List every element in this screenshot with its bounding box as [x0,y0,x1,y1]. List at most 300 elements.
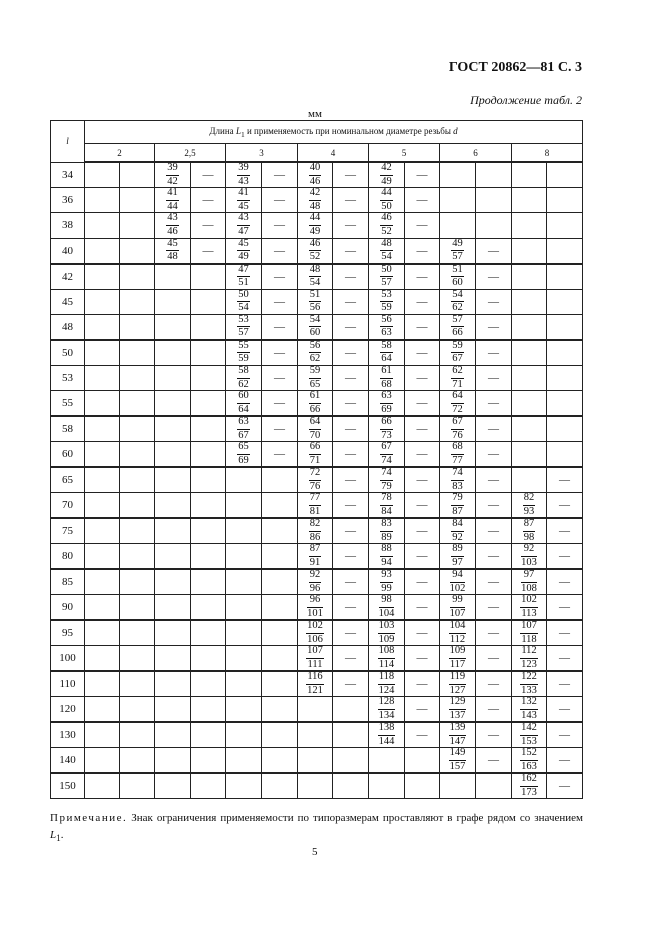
applicability-cell [120,340,155,366]
applicability-cell [120,518,155,544]
applicability-cell [191,493,226,519]
length-cell: 110 [51,671,85,697]
length-fraction: $\frac{59}{67}$ [452,339,463,365]
diameter-header: 2,5 [155,144,226,163]
length-fraction: $\frac{102}{106}$ [307,620,323,645]
length-value-cell [512,314,547,340]
length-value-cell [85,264,120,290]
length-value-cell [512,493,547,519]
length-value-cell [298,416,333,442]
applicability-cell: — [405,518,440,544]
length-value-cell [155,340,191,366]
length-fraction: $\frac{61}{66}$ [309,390,321,415]
table-row [51,188,583,213]
applicability-cell: — [405,391,440,417]
length-value-cell [512,544,547,570]
length-fraction: $\frac{42}{49}$ [381,162,392,187]
length-value-cell [226,264,262,290]
length-value-cell [440,518,476,544]
length-fraction: $\frac{138}{144}$ [378,722,395,747]
length-cell: 75 [51,518,85,544]
applicability-cell: — [333,671,369,697]
applicability-cell [120,264,155,290]
applicability-cell: — [476,442,512,468]
length-fraction: $\frac{83}{89}$ [381,518,392,543]
length-value-cell [85,748,120,774]
length-fraction: $\frac{41}{45}$ [238,187,249,212]
table-row [51,213,583,238]
length-fraction: $\frac{107}{118}$ [521,620,537,645]
length-value-cell [298,748,333,774]
length-fraction: $\frac{107}{111}$ [307,645,323,670]
length-fraction: $\frac{67}{76}$ [452,416,463,441]
applicability-cell [547,442,583,468]
length-value-cell [369,264,405,290]
length-fraction: $\frac{47}{51}$ [238,263,249,289]
length-value-cell [369,188,405,213]
diameter-header: 5 [369,144,440,163]
length-fraction: $\frac{58}{64}$ [381,339,392,365]
length-value-cell [85,213,120,238]
length-value-cell [226,213,262,238]
length-fraction: $\frac{48}{54}$ [381,237,392,263]
length-value-cell [155,188,191,213]
applicability-cell [191,595,226,621]
applicability-cell [547,213,583,238]
applicability-cell: — [547,671,583,697]
applicability-cell [191,773,226,799]
length-cell: 130 [51,722,85,748]
length-value-cell [512,748,547,774]
length-fraction: $\frac{40}{46}$ [309,162,321,187]
length-cell: 38 [51,213,85,238]
applicability-cell: — [547,748,583,774]
length-value-cell [512,595,547,621]
length-value-cell [85,493,120,519]
applicability-cell [191,748,226,774]
length-value-cell [440,162,476,188]
length-fraction: $\frac{92}{96}$ [309,569,321,594]
applicability-cell [120,467,155,493]
length-fraction: $\frac{78}{84}$ [381,492,392,517]
length-value-cell [369,416,405,442]
length-fraction: $\frac{43}{47}$ [238,212,249,237]
applicability-cell [262,544,298,570]
length-value-cell [226,365,262,390]
length-value-cell [298,671,333,697]
length-fraction: $\frac{94}{102}$ [449,569,466,594]
length-cell: 42 [51,264,85,290]
applicability-cell: — [405,416,440,442]
length-fraction: $\frac{119}{127}$ [449,671,466,696]
length-fraction: $\frac{92}{103}$ [521,543,537,568]
applicability-cell [191,544,226,570]
length-fraction: $\frac{55}{59}$ [238,339,249,365]
applicability-cell: — [405,264,440,290]
length-fraction: $\frac{53}{59}$ [381,288,392,314]
length-value-cell [226,671,262,697]
applicability-cell [262,646,298,672]
length-fraction: $\frac{42}{48}$ [309,187,321,212]
length-value-cell [440,493,476,519]
length-fraction: $\frac{98}{104}$ [378,594,395,619]
length-fraction: $\frac{59}{65}$ [309,365,321,390]
applicability-cell: — [405,646,440,672]
applicability-cell: — [547,773,583,799]
length-value-cell [298,213,333,238]
table-row [51,620,583,646]
length-cell: 34 [51,162,85,188]
length-value-cell [369,722,405,748]
length-value-cell [369,493,405,519]
length-value-cell [440,773,476,799]
applicability-cell [262,697,298,723]
applicability-cell: — [405,722,440,748]
applicability-cell [120,722,155,748]
length-value-cell [298,365,333,390]
page-number: 5 [312,846,318,858]
length-fraction: $\frac{65}{69}$ [238,441,249,466]
diameter-header: 6 [440,144,512,163]
length-value-cell [155,238,191,264]
table-row [51,391,583,417]
length-value-cell [369,391,405,417]
length-value-cell [226,416,262,442]
applicability-cell [120,314,155,340]
length-value-cell [226,442,262,468]
applicability-cell: — [405,289,440,314]
length-value-cell [85,646,120,672]
table-row [51,773,583,799]
table-row [51,365,583,390]
applicability-cell: — [476,671,512,697]
length-fraction: $\frac{39}{42}$ [167,162,178,187]
table-row [51,748,583,774]
length-value-cell [369,773,405,799]
length-fraction: $\frac{87}{91}$ [309,543,321,568]
length-value-cell [440,697,476,723]
length-fraction: $\frac{68}{77}$ [452,441,463,466]
applicability-cell: — [476,289,512,314]
applicability-cell: — [405,238,440,264]
applicability-cell [191,391,226,417]
applicability-cell: — [405,162,440,188]
applicability-cell: — [333,646,369,672]
length-fraction: $\frac{118}{124}$ [378,671,395,696]
applicability-cell [405,773,440,799]
length-value-cell [440,620,476,646]
applicability-cell: — [405,544,440,570]
length-fraction: $\frac{61}{68}$ [381,365,392,390]
length-value-cell [440,671,476,697]
table-row [51,162,583,188]
length-value-cell [512,289,547,314]
length-value-cell [512,391,547,417]
length-value-cell [298,289,333,314]
length-value-cell [512,697,547,723]
applicability-cell [262,671,298,697]
applicability-cell: — [333,289,369,314]
length-value-cell [440,340,476,366]
applicability-cell [547,162,583,188]
applicability-cell: — [262,264,298,290]
applicability-cell: — [547,620,583,646]
length-cell: 100 [51,646,85,672]
applicability-cell [120,595,155,621]
applicability-cell: — [476,238,512,264]
table-continuation-label: Продолжение табл. 2 [470,93,582,107]
length-value-cell [369,238,405,264]
applicability-cell: — [405,467,440,493]
length-value-cell [369,544,405,570]
length-value-cell [298,773,333,799]
length-value-cell [155,544,191,570]
length-value-cell [298,314,333,340]
length-value-cell [85,289,120,314]
applicability-cell [191,340,226,366]
length-cell: 65 [51,467,85,493]
length-value-cell [440,748,476,774]
length-fraction: $\frac{149}{157}$ [449,747,466,772]
length-fraction: $\frac{62}{71}$ [452,365,463,390]
length-value-cell [369,595,405,621]
length-value-cell [298,162,333,188]
length-value-cell [226,314,262,340]
applicability-cell [333,722,369,748]
applicability-cell [191,442,226,468]
applicability-cell: — [405,314,440,340]
length-value-cell [85,365,120,390]
document-header: ГОСТ 20862—81 С. 3 [448,60,582,75]
applicability-cell [120,697,155,723]
length-value-cell [440,569,476,595]
length-value-cell [226,722,262,748]
applicability-cell: — [405,365,440,390]
length-fraction: $\frac{44}{49}$ [309,212,321,237]
applicability-cell: — [262,416,298,442]
applicability-cell: — [262,289,298,314]
length-fraction: $\frac{74}{79}$ [381,467,392,492]
length-value-cell [155,748,191,774]
applicability-cell [191,467,226,493]
group-header: Длина $L_1$ и применяемость при номинальном диаметре резьбы d [85,121,583,144]
applicability-cell [547,314,583,340]
applicability-cell [120,544,155,570]
length-value-cell [512,722,547,748]
length-value-cell [440,544,476,570]
applicability-cell [120,238,155,264]
length-value-cell [369,748,405,774]
applicability-cell [262,595,298,621]
applicability-cell: — [547,697,583,723]
length-cell: 95 [51,620,85,646]
applicability-cell [120,493,155,519]
table-row [51,264,583,290]
length-fraction: $\frac{60}{64}$ [238,390,249,415]
length-fraction: $\frac{89}{97}$ [452,543,463,568]
applicability-cell [191,722,226,748]
length-fraction: $\frac{48}{54}$ [309,263,321,289]
applicability-cell: — [476,493,512,519]
length-value-cell [155,162,191,188]
applicability-cell: — [333,518,369,544]
applicability-cell: — [476,722,512,748]
applicability-cell: — [262,238,298,264]
length-value-cell [440,391,476,417]
length-fraction: $\frac{44}{50}$ [381,187,392,212]
length-value-cell [226,493,262,519]
applicability-cell: — [476,620,512,646]
length-fraction: $\frac{50}{54}$ [238,288,249,314]
applicability-cell [120,620,155,646]
applicability-cell [191,289,226,314]
length-value-cell [85,722,120,748]
length-fraction: $\frac{132}{143}$ [521,696,537,721]
applicability-cell [547,365,583,390]
applicability-cell [191,697,226,723]
applicability-cell [262,620,298,646]
length-value-cell [440,416,476,442]
applicability-cell: — [405,595,440,621]
applicability-cell: — [547,518,583,544]
length-fraction: $\frac{96}{101}$ [307,594,323,619]
applicability-cell [120,188,155,213]
length-fraction: $\frac{93}{99}$ [381,569,392,594]
table-row [51,671,583,697]
applicability-cell [120,213,155,238]
applicability-cell [120,391,155,417]
length-value-cell [226,773,262,799]
length-cell: 48 [51,314,85,340]
length-value-cell [85,518,120,544]
table-row [51,722,583,748]
length-fraction: $\frac{58}{62}$ [238,365,249,390]
length-fraction: $\frac{87}{98}$ [523,518,535,543]
applicability-cell [120,646,155,672]
length-cell: 70 [51,493,85,519]
length-value-cell [440,238,476,264]
length-value-cell [369,671,405,697]
length-value-cell [85,188,120,213]
length-value-cell [155,289,191,314]
length-value-cell [298,722,333,748]
length-fraction: $\frac{128}{134}$ [378,696,395,721]
length-value-cell [298,238,333,264]
length-fraction: $\frac{99}{107}$ [449,594,466,619]
applicability-cell: — [476,697,512,723]
length-value-cell [369,213,405,238]
length-value-cell [155,391,191,417]
applicability-cell [191,620,226,646]
length-value-cell [512,467,547,493]
length-fraction: $\frac{82}{93}$ [523,492,535,517]
applicability-cell [120,289,155,314]
applicability-cell: — [476,416,512,442]
length-value-cell [85,620,120,646]
applicability-cell: — [333,569,369,595]
length-value-cell [226,748,262,774]
applicability-cell [547,416,583,442]
length-value-cell [512,162,547,188]
length-value-cell [369,569,405,595]
length-value-cell [155,442,191,468]
applicability-cell: — [333,416,369,442]
length-value-cell [512,213,547,238]
applicability-cell: — [262,365,298,390]
applicability-cell: — [333,188,369,213]
applicability-cell [191,264,226,290]
applicability-cell: — [191,213,226,238]
length-fraction: $\frac{64}{72}$ [452,390,463,415]
length-cell: 40 [51,238,85,264]
length-value-cell [226,595,262,621]
length-value-cell [226,518,262,544]
applicability-cell [120,569,155,595]
applicability-cell: — [547,493,583,519]
table-row [51,238,583,264]
length-fraction: $\frac{45}{48}$ [167,237,178,263]
length-fraction: $\frac{51}{60}$ [452,263,463,289]
applicability-cell [547,264,583,290]
length-value-cell [155,620,191,646]
length-fraction: $\frac{51}{56}$ [309,288,321,314]
applicability-cell [262,569,298,595]
length-value-cell [512,569,547,595]
length-value-cell [85,569,120,595]
applicability-cell: — [333,162,369,188]
applicability-cell: — [333,467,369,493]
length-value-cell [512,646,547,672]
length-value-cell [155,365,191,390]
applicability-cell: — [547,646,583,672]
table-row [51,646,583,672]
length-value-cell [85,340,120,366]
applicability-cell: — [547,595,583,621]
applicability-cell [262,518,298,544]
length-cell: 120 [51,697,85,723]
length-fraction: $\frac{103}{109}$ [378,620,395,645]
table-row [51,595,583,621]
applicability-cell [120,773,155,799]
length-value-cell [155,467,191,493]
length-value-cell [440,595,476,621]
applicability-cell: — [547,467,583,493]
length-value-cell [440,365,476,390]
length-value-cell [226,238,262,264]
length-value-cell [226,391,262,417]
length-value-cell [226,697,262,723]
length-cell: 90 [51,595,85,621]
applicability-cell [191,314,226,340]
length-value-cell [298,442,333,468]
applicability-cell: — [476,340,512,366]
length-value-cell [155,518,191,544]
data-table [50,120,583,799]
length-value-cell [155,722,191,748]
length-fraction: $\frac{97}{108}$ [521,569,537,594]
length-value-cell [512,442,547,468]
applicability-cell: — [333,391,369,417]
length-fraction: $\frac{129}{137}$ [449,696,466,721]
length-value-cell [298,467,333,493]
length-value-cell [85,416,120,442]
diameter-header: 8 [512,144,583,163]
length-value-cell [226,340,262,366]
unit-label: мм [308,108,322,120]
length-cell: 45 [51,289,85,314]
applicability-cell: — [333,314,369,340]
length-value-cell [226,162,262,188]
